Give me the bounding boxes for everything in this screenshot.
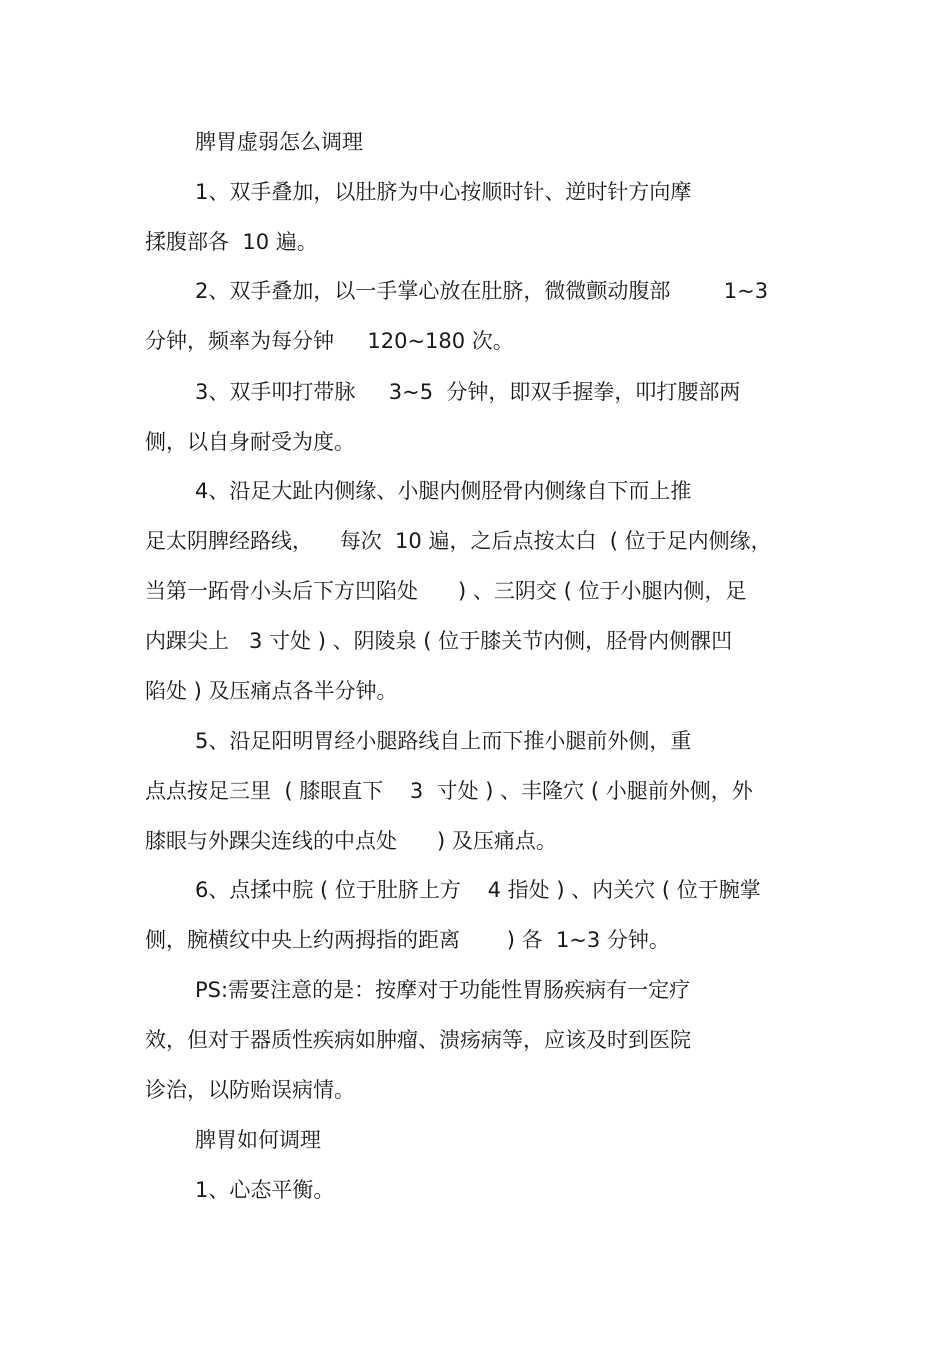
paragraph-line: 当第一跖骨小头后下方凹陷处 ) 、三阴交 ( 位于小腿内侧，足 — [145, 579, 747, 603]
paragraph-line: PS:需要注意的是：按摩对于功能性胃肠疾病有一定疗 — [195, 978, 691, 1002]
paragraph-line: 效，但对于器质性疾病如肿瘤、溃疡病等，应该及时到医院 — [145, 1028, 691, 1052]
paragraph-line: 陷处 ) 及压痛点各半分钟。 — [145, 679, 398, 703]
paragraph-line: 点点按足三里 ( 膝眼直下 3 寸处 ) 、丰隆穴 ( 小腿前外侧，外 — [145, 779, 753, 803]
section-heading: 脾胃虚弱怎么调理 — [195, 130, 363, 154]
paragraph-line: 侧，腕横纹中央上约两拇指的距离 ) 各 1~3 分钟。 — [145, 928, 670, 952]
paragraph-line: 分钟，频率为每分钟 120~180 次。 — [145, 329, 514, 353]
paragraph-line: 内踝尖上 3 寸处 ) 、阴陵泉 ( 位于膝关节内侧，胫骨内侧髁凹 — [145, 629, 733, 653]
paragraph-line: 3、双手叩打带脉 3~5 分钟，即双手握拳，叩打腰部两 — [195, 380, 741, 404]
paragraph-line: 5、沿足阳明胃经小腿路线自上而下推小腿前外侧，重 — [195, 729, 692, 753]
paragraph-line: 诊治，以防贻误病情。 — [145, 1078, 355, 1102]
paragraph-line: 揉腹部各 10 遍。 — [145, 230, 318, 254]
paragraph-line: 6、点揉中脘 ( 位于肚脐上方 4 指处 ) 、内关穴 ( 位于腕掌 — [195, 878, 761, 902]
paragraph-line: 侧，以自身耐受为度。 — [145, 430, 355, 454]
paragraph-line: 足太阴脾经路线， 每次 10 遍，之后点按太白 ( 位于足内侧缘， — [145, 529, 772, 553]
paragraph-line: 1、心态平衡。 — [195, 1178, 335, 1202]
section-heading: 脾胃如何调理 — [195, 1128, 321, 1152]
paragraph-line: 1、双手叠加，以肚脐为中心按顺时针、逆时针方向摩 — [195, 180, 692, 204]
paragraph-line: 2、双手叠加，以一手掌心放在肚脐，微微颤动腹部 1~3 — [195, 279, 769, 303]
paragraph-line: 4、沿足大趾内侧缘、小腿内侧胫骨内侧缘自下而上推 — [195, 479, 692, 503]
paragraph-line: 膝眼与外踝尖连线的中点处 ) 及压痛点。 — [145, 829, 557, 853]
